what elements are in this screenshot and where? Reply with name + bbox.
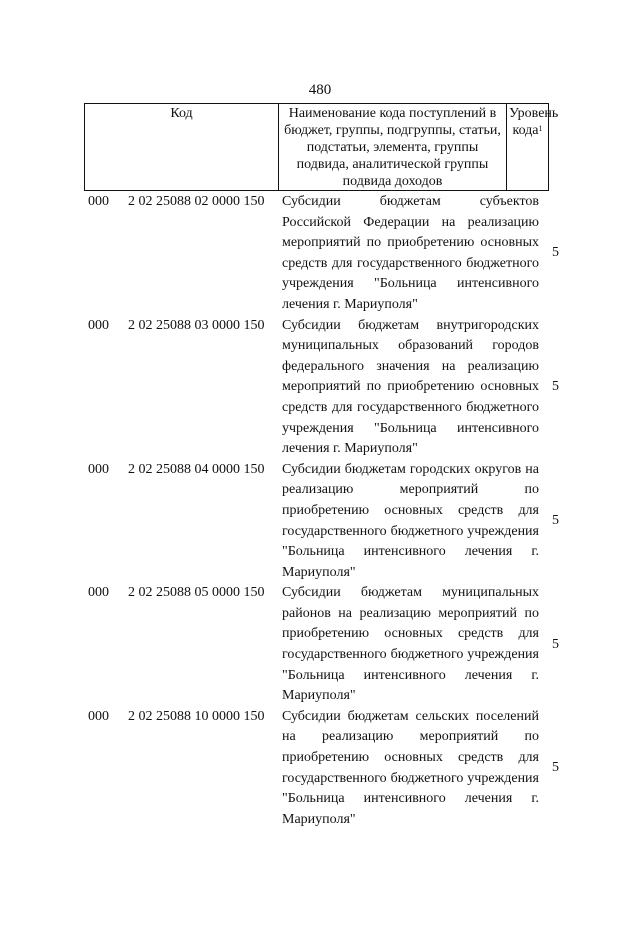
table-row	[84, 316, 559, 460]
income-code: 2 02 25088 04 0000 150	[128, 461, 265, 477]
page-number: 480	[308, 82, 332, 98]
table-row	[84, 192, 559, 316]
admin-code: 000	[88, 708, 109, 724]
table-row	[84, 707, 559, 831]
income-code-name: Субсидии бюджетам городских округов на реализацию мероприятий по приобретению основных средств для государственного бюджетного учреждения "Больница интенсивного лечения г. Мариуполя"	[282, 461, 539, 580]
income-code-name: Субсидии бюджетам муниципальных районов на реализацию мероприятий по приобретению основных средств для государственного бюджетного учреждения "Больница интенсивного лечения г. Мариуполя"	[282, 585, 539, 704]
income-code-name: Субсидии бюджетам субъектов Российской Федерации на реализацию мероприятий по приобретению основных средств для государственного бюджетного учреждения "Больница интенсивного лечения г. Мариуполя"	[282, 194, 539, 312]
admin-code: 000	[88, 461, 109, 477]
footnote-marker: 1	[538, 124, 543, 133]
code-level: 5	[552, 379, 559, 395]
admin-code: 000	[88, 194, 109, 209]
header-name: Наименование кода поступлений в бюджет, группы, подгруппы, статьи, подстатьи, элемента, группы подвида, аналитической группы подвида доходов	[279, 104, 507, 191]
income-code-name: Субсидии бюджетам внутригородских муниципальных образований городов федерального значения на реализацию мероприятий по приобретению основных средств для государственного бюджетного учреждения "Больница интенсивного лечения г. Мариуполя"	[282, 317, 539, 457]
code-level: 5	[552, 513, 559, 529]
income-codes-list	[84, 192, 559, 830]
table-row	[84, 583, 559, 707]
code-level: 5	[552, 636, 559, 652]
income-code: 2 02 25088 03 0000 150	[128, 317, 265, 333]
code-level: 5	[552, 245, 559, 261]
table-row	[84, 460, 559, 584]
admin-code: 000	[88, 317, 109, 333]
income-code: 2 02 25088 10 0000 150	[128, 708, 265, 724]
header-level	[507, 104, 559, 191]
income-code: 2 02 25088 02 0000 150	[128, 194, 265, 209]
admin-code: 000	[88, 585, 109, 601]
header-code: Код	[85, 104, 279, 191]
code-level: 5	[552, 760, 559, 776]
header-level-label: Уровень кода	[509, 106, 559, 138]
table-header	[84, 103, 559, 191]
income-code: 2 02 25088 05 0000 150	[128, 585, 265, 601]
income-code-name: Субсидии бюджетам сельских поселений на реализацию мероприятий по приобретению основных средств для государственного бюджетного учреждения "Больница интенсивного лечения г. Мариуполя"	[282, 708, 539, 827]
